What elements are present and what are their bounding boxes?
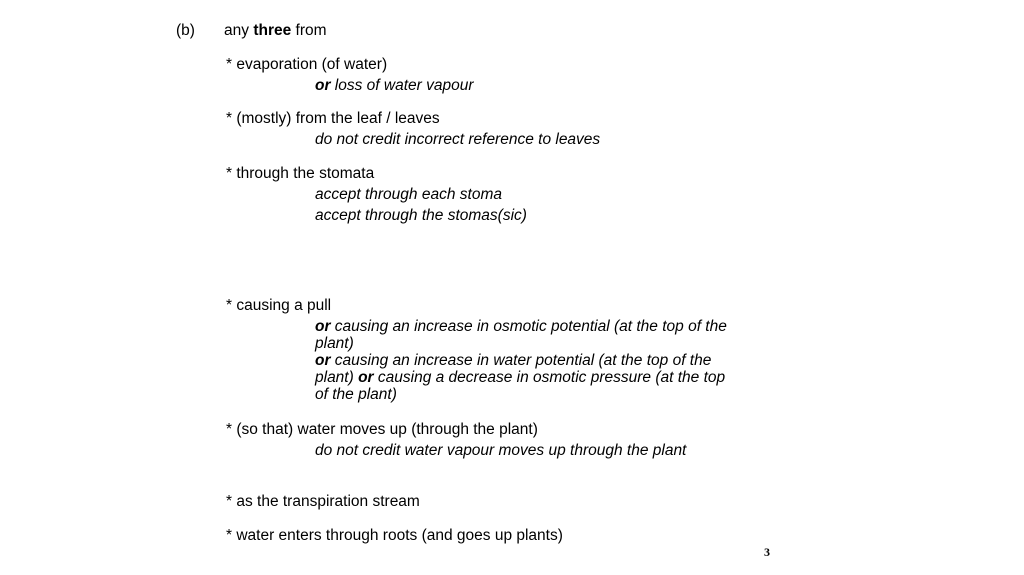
note-line: accept through the stomas(sic) [315, 207, 527, 224]
part-label: (b) [176, 22, 195, 39]
or-keyword: or [315, 352, 331, 369]
or-keyword: or [315, 318, 331, 335]
instruction-pre: any [224, 22, 249, 39]
note-evaporation [315, 77, 735, 94]
note-text: causing a decrease in osmotic pressure (at the top of the plant) [315, 369, 726, 403]
note-line [315, 77, 735, 94]
note-line: do not credit incorrect reference to leaves [315, 131, 601, 148]
point-evaporation: * evaporation (of water) [226, 56, 388, 73]
note-leaves [315, 131, 735, 148]
note-water-moves-up [315, 442, 715, 459]
instruction-post: from [295, 22, 327, 39]
note-text: causing an increase in osmotic potential (at the top of the plant) [315, 318, 727, 352]
point-stomata: * through the stomata [226, 165, 375, 182]
note-text: loss of water vapour [330, 77, 474, 94]
note-text: causing an increase in water potential (at the top of the plant) [315, 352, 712, 386]
marks-total: 3 [764, 545, 770, 559]
note-stomata [315, 186, 735, 224]
note-line: do not credit water vapour moves up through the plant [315, 442, 687, 459]
note-line [315, 318, 733, 352]
point-roots: * water enters through roots (and goes up plants) [226, 527, 563, 544]
point-leaves: * (mostly) from the leaf / leaves [226, 110, 440, 127]
note-line [315, 352, 733, 403]
note-line: accept through each stoma [315, 186, 502, 203]
point-water-moves-up: * (so that) water moves up (through the plant) [226, 421, 538, 438]
or-keyword: or [315, 77, 331, 94]
or-keyword: or [358, 369, 374, 386]
instruction [224, 22, 327, 39]
note-pull [315, 318, 733, 403]
point-transpiration-stream: * as the transpiration stream [226, 493, 420, 510]
point-pull: * causing a pull [226, 297, 332, 314]
instruction-bold: three [253, 22, 292, 39]
